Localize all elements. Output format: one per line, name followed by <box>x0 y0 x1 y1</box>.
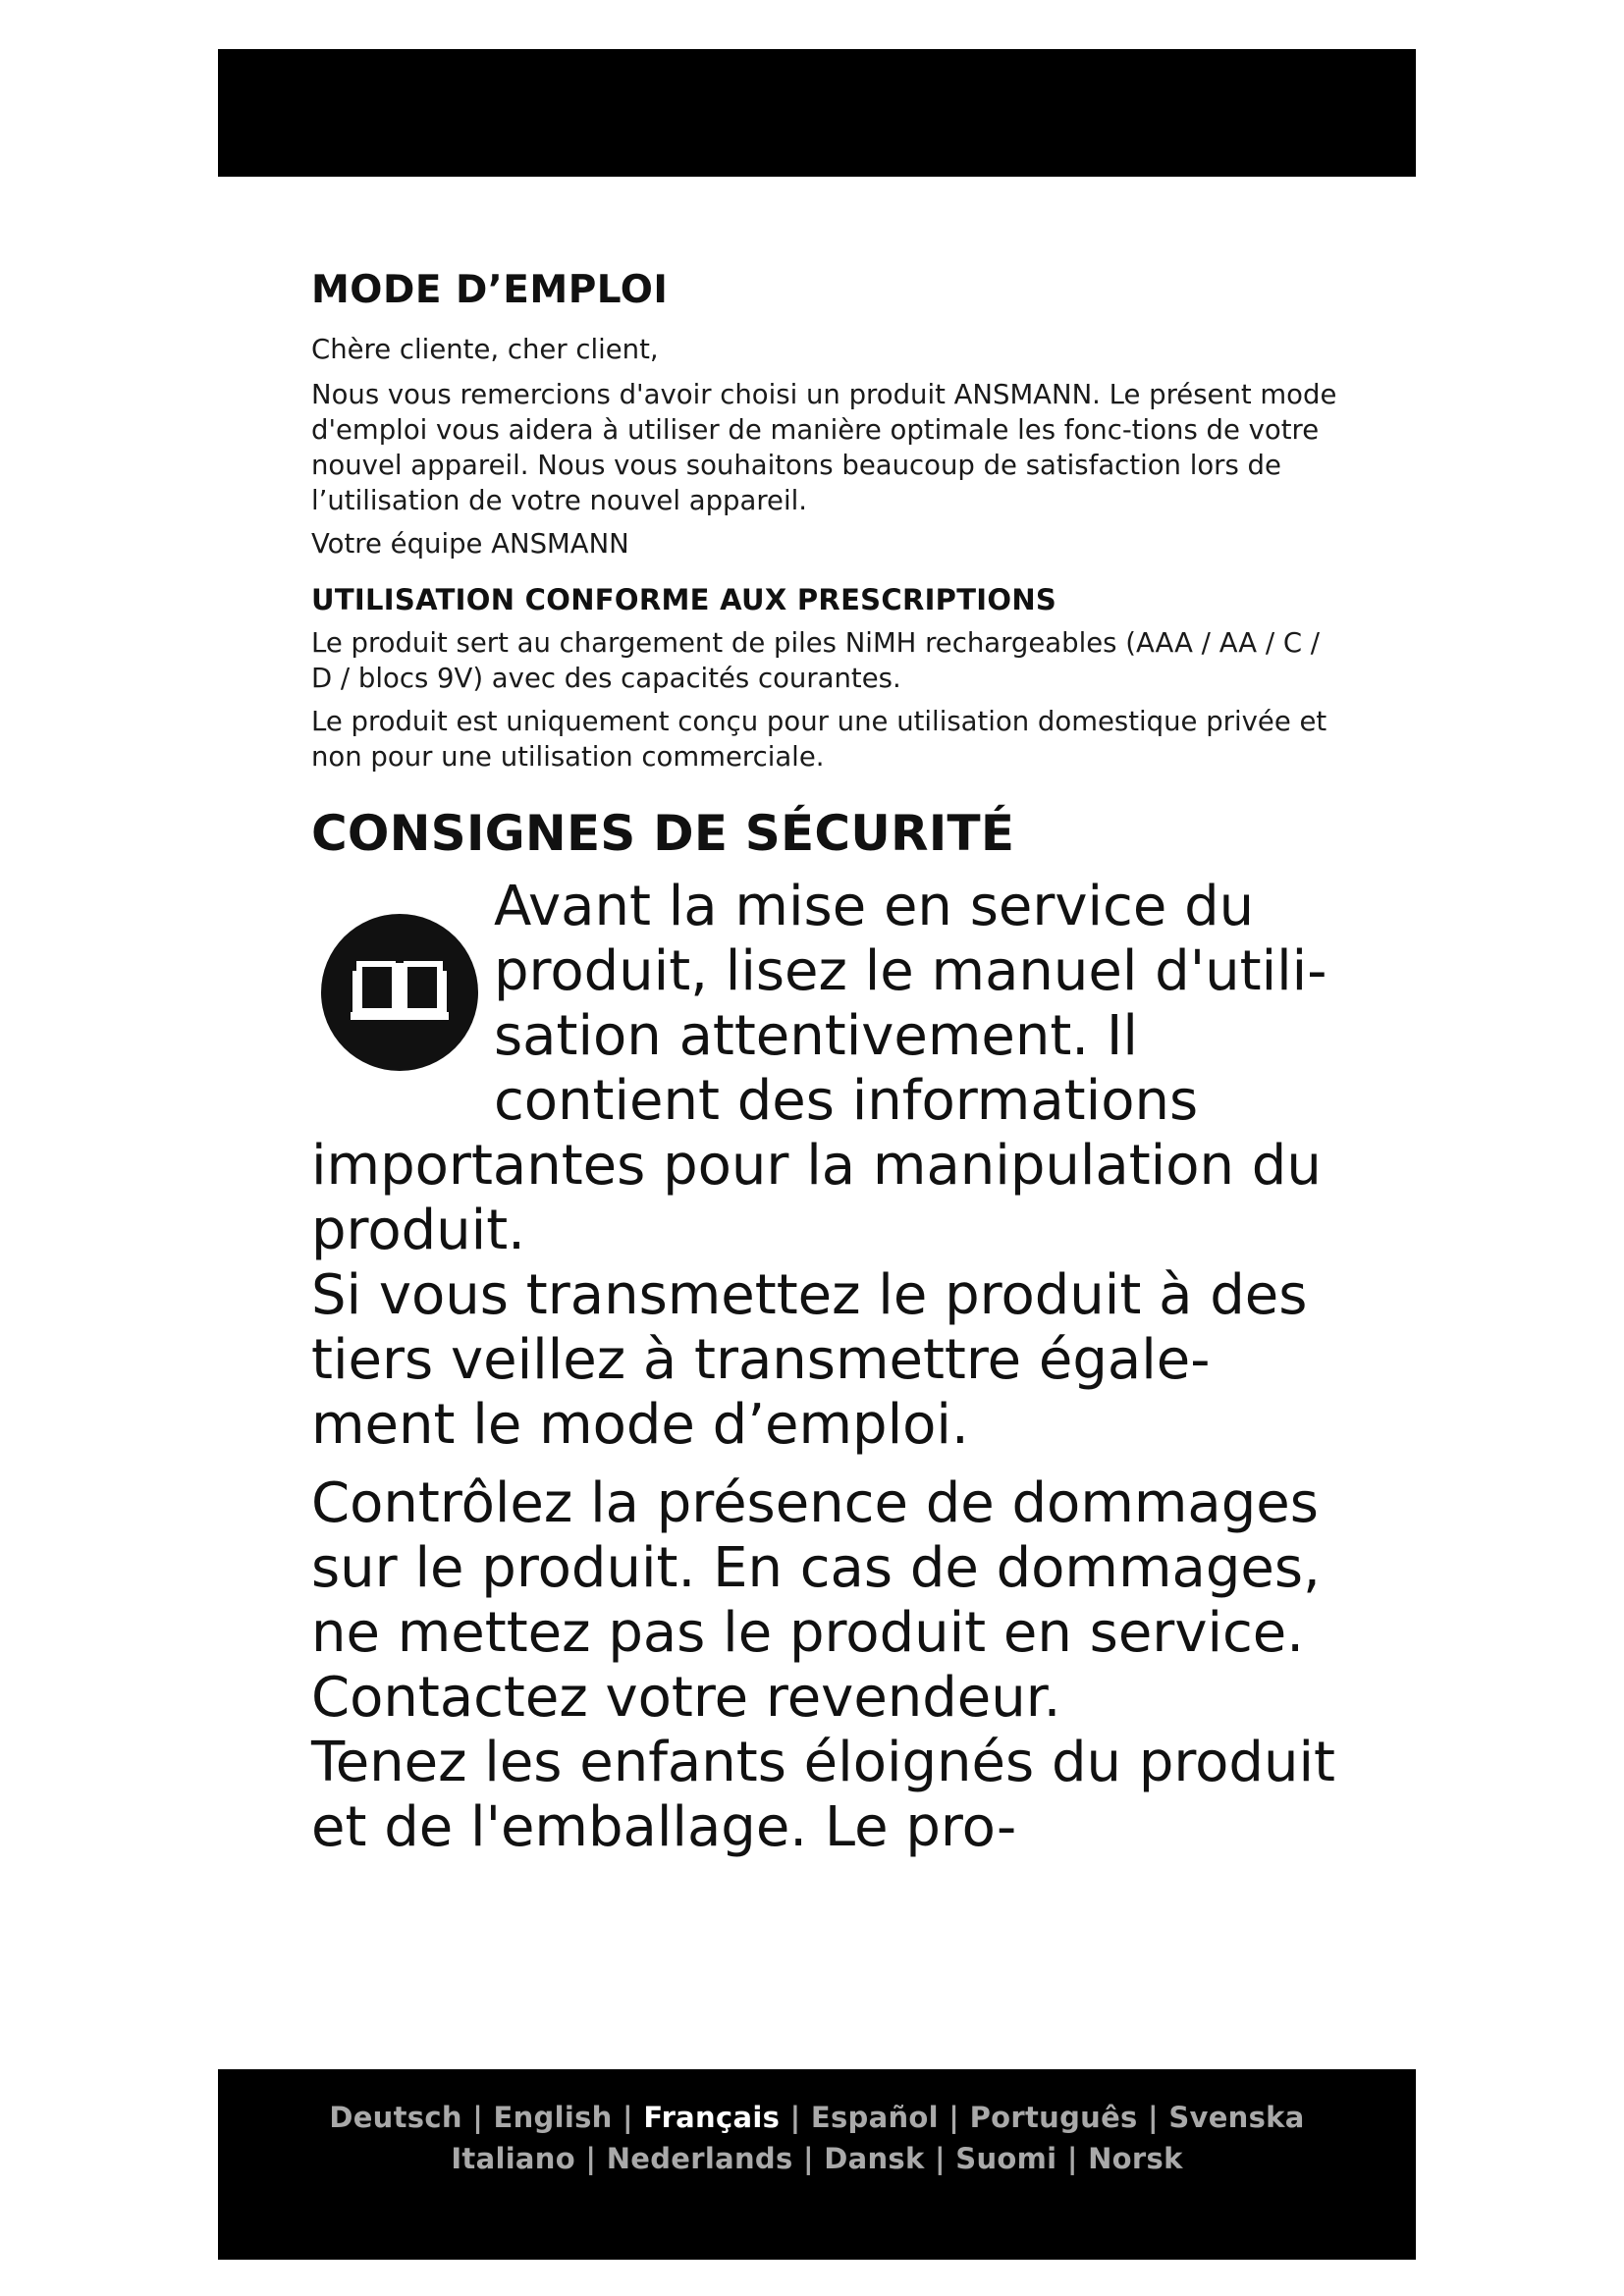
separator: | <box>948 2101 970 2134</box>
separator: | <box>1066 2142 1089 2175</box>
mode-emploi-title: MODE D’EMPLOI <box>311 268 669 312</box>
separator: | <box>934 2142 956 2175</box>
consignes-paragraph-2: Si vous transmettez le produit à des tiers veillez à transmettre égale-ment le mode d’emploi. <box>311 1262 1308 1457</box>
lang-italiano[interactable]: Italiano <box>451 2142 575 2175</box>
utilisation-paragraph-1: Le produit sert au chargement de piles NiMH rechargeables (AAA / AA / C / D / blocs 9V) avec des capacités courantes. <box>311 626 1321 694</box>
lang-deutsch[interactable]: Deutsch <box>329 2101 462 2134</box>
separator: | <box>789 2101 811 2134</box>
separator: | <box>472 2101 494 2134</box>
intro-paragraph: Nous vous remercions d'avoir choisi un produit ANSMANN. Le présent mode d'emploi vous aidera à utiliser de manière optimale les fonc-tions de votre nouvel appareil. Nous vous souhaitons beaucoup de satisfaction lors de l’utilisation de votre nouvel appareil. <box>311 378 1337 516</box>
lang-espanol[interactable]: Español <box>810 2101 939 2134</box>
header-bar <box>218 49 1416 177</box>
language-footer <box>218 2069 1416 2260</box>
consignes-paragraph-3: Contrôlez la présence de dommages sur le produit. En cas de dommages, ne mettez pas le produit en service. Contactez votre revendeur. <box>311 1470 1321 1730</box>
consignes-title: CONSIGNES DE SÉCURITÉ <box>311 804 1015 862</box>
separator: | <box>1148 2101 1169 2134</box>
consignes-paragraph-1: Avant la mise en service du produit, lisez le manuel d'utili-sation attentivement. Il contient des informations importantes pour la manipulation du produit. <box>311 874 1327 1262</box>
lang-portugues[interactable]: Português <box>969 2101 1138 2134</box>
lang-nederlands[interactable]: Nederlands <box>606 2142 793 2175</box>
lang-svenska[interactable]: Svenska <box>1168 2101 1305 2134</box>
lang-suomi[interactable]: Suomi <box>955 2142 1057 2175</box>
book-icon <box>321 914 478 1071</box>
lang-norsk[interactable]: Norsk <box>1088 2142 1183 2175</box>
manual-content <box>311 270 1342 1860</box>
separator: | <box>585 2142 607 2175</box>
lang-francais[interactable]: Français <box>643 2101 781 2134</box>
consignes-paragraph-4: Tenez les enfants éloignés du produit et de l'emballage. Le pro- <box>311 1730 1335 1859</box>
utilisation-title: UTILISATION CONFORME AUX PRESCRIPTIONS <box>311 582 1057 616</box>
greeting: Chère cliente, cher client, <box>311 333 659 365</box>
language-row-2 <box>218 2138 1416 2179</box>
lang-english[interactable]: English <box>493 2101 613 2134</box>
separator: | <box>802 2142 825 2175</box>
separator: | <box>623 2101 644 2134</box>
language-row-1 <box>218 2097 1416 2138</box>
signature: Votre équipe ANSMANN <box>311 527 629 560</box>
lang-dansk[interactable]: Dansk <box>824 2142 925 2175</box>
utilisation-paragraph-2: Le produit est uniquement conçu pour une utilisation domestique privée et non pour une utilisation commerciale. <box>311 705 1327 773</box>
